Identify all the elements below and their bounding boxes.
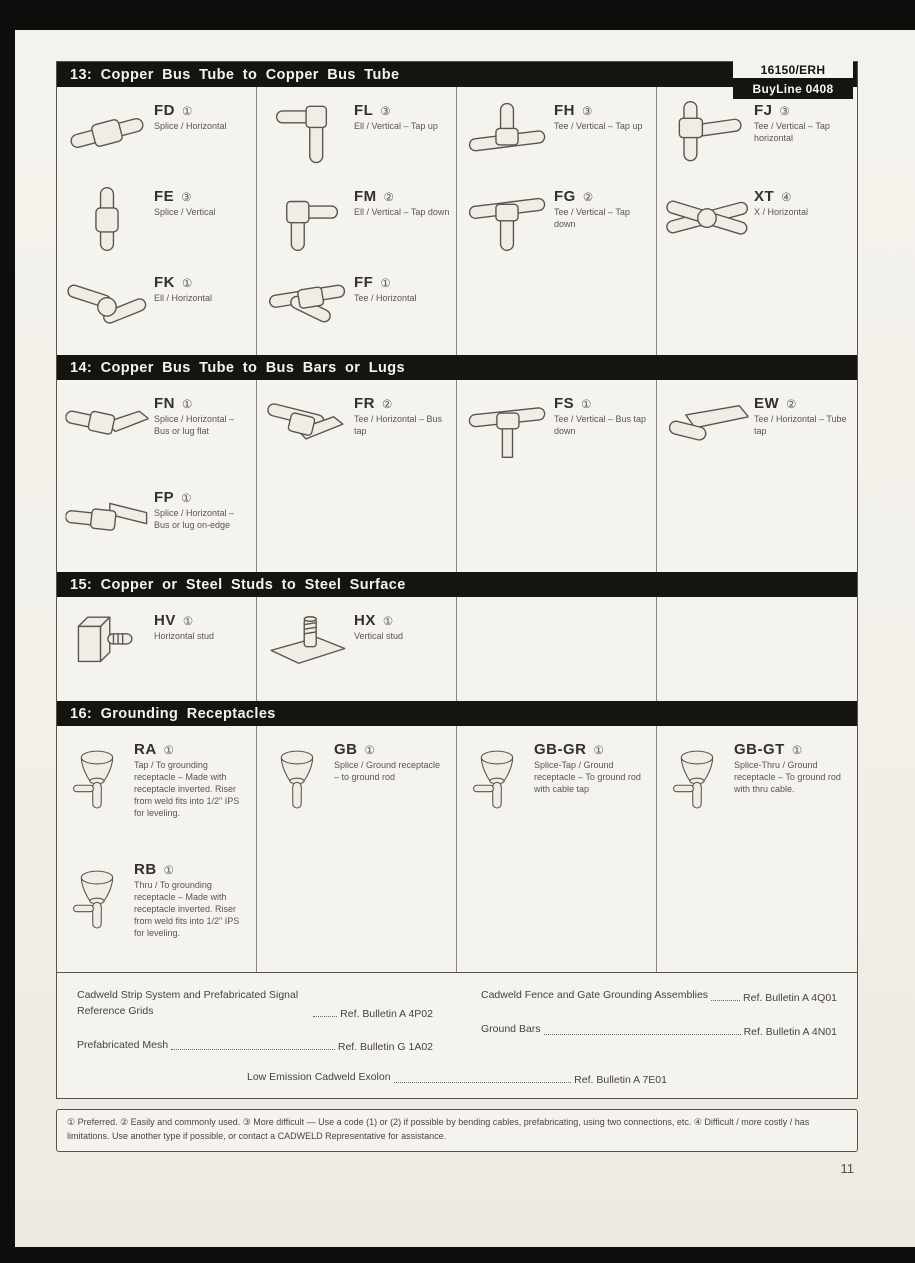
fitting-desc: Thru / To grounding receptacle – Made with receptacle inverted. Riser from weld fits into 1/2" IPS for leveling. [134,880,240,938]
section-13-grid [57,87,857,355]
fitting-meta [754,391,853,438]
reference-bulletin: Ref. Bulletin A 7E01 [574,1074,667,1086]
grid-column-3-empty [457,597,657,701]
rb-grounding-receptacle-thru-illustration [65,857,129,945]
rating-badge: ① [364,745,375,757]
page-content [56,61,858,1176]
fitting-code: HX [354,612,376,629]
fitting-code: RA [134,741,157,758]
fitting-fe [57,173,256,259]
scan-edge-left [0,0,15,1263]
fitting-desc: Splice / Horizontal [154,121,227,131]
grid-column-4 [657,726,857,972]
reference-row-center [247,1070,667,1086]
fitting-desc: Ell / Vertical – Tap up [354,121,438,131]
section-16 [57,701,857,972]
fitting-meta [734,737,844,796]
ew-tee-tube-tap-illustration [665,391,749,461]
fitting-desc: Tap / To grounding receptacle – Made with receptacle inverted. Riser from weld fits into 1/2" IPS for leveling. [134,760,240,818]
grid-column-4 [657,380,857,572]
fitting-hx [257,597,456,682]
section-13-title: 13: Copper Bus Tube to Copper Bus Tube [70,66,400,83]
fitting-xt [657,173,857,259]
rating-badge: ① [593,745,604,757]
fitting-code: GB-GT [734,741,785,758]
fitting-code: FF [354,274,374,291]
reference-row [481,1022,837,1038]
catalog-page [15,30,915,1247]
dotted-leader [313,1016,337,1017]
rating-badge: ③ [380,106,391,118]
fs-tee-bus-tap-down-illustration [465,391,549,461]
section-14-header [57,355,857,380]
grid-column-1 [57,380,257,572]
fitting-meta [354,184,449,219]
grid-column-3 [457,726,657,972]
fm-ell-vertical-tap-down-illustration [265,184,349,254]
fitting-ra [57,726,256,846]
doc-ref-number: 16150/ERH [733,60,853,80]
scan-edge-top [0,0,915,30]
rating-badge: ① [380,278,391,290]
rating-badge: ① [182,106,193,118]
section-13-header [57,62,857,96]
rating-badge: ④ [781,192,792,204]
reference-bulletin: Ref. Bulletin A 4Q01 [743,991,837,1004]
fitting-meta [754,184,808,219]
dotted-leader [171,1049,335,1050]
reference-bulletin: Ref. Bulletin A 4P02 [340,1007,433,1020]
grid-column-1 [57,87,257,355]
section-15-grid [57,597,857,701]
fitting-meta [354,270,417,305]
reference-row [77,1038,433,1054]
grid-column-3 [457,87,657,355]
fitting-meta [154,391,252,438]
fitting-meta [154,485,252,532]
fitting-desc: Tee / Vertical – Tap down [554,207,630,229]
reference-label: Cadweld Strip System and Prefabricated Signal Reference Grids [77,989,299,1017]
fitting-code: FG [554,188,576,205]
fitting-gb-gr [457,726,656,846]
fitting-code: FN [154,395,175,412]
fitting-fp [57,474,256,568]
section-15-header [57,572,857,597]
fitting-code: FJ [754,102,773,119]
fitting-code: GB-GR [534,741,587,758]
rating-badge: ① [182,616,194,628]
fitting-meta [134,737,244,819]
fn-splice-bus-flat-illustration [65,391,149,461]
rating-badge: ① [163,865,174,877]
fitting-desc: Splice / Horizontal – Bus or lug on-edge [154,508,235,530]
fl-ell-vertical-tap-up-illustration [265,98,349,168]
fitting-desc: Vertical stud [354,631,404,641]
fitting-code: FE [154,188,175,205]
fitting-code: FD [154,102,175,119]
fh-tee-vertical-tap-up-illustration [465,98,549,168]
fitting-desc: Horizontal stud [154,631,215,641]
catalog-table [56,61,858,1099]
fitting-meta [334,737,444,784]
dotted-leader [711,1000,740,1001]
grid-column-2 [257,87,457,355]
fitting-code: FP [154,489,175,506]
fitting-ff [257,259,456,345]
fitting-meta [554,184,652,231]
gb-gt-receptacle-thru-cable-illustration [665,737,729,825]
fitting-gb-gt [657,726,857,846]
rating-badge: ① [791,745,803,757]
section-16-grid [57,726,857,972]
fitting-meta [154,270,212,305]
fitting-desc: Splice / Horizontal – Bus or lug flat [154,414,235,436]
fj-tee-vertical-tap-horizontal-illustration [665,98,749,168]
buyline-badge: BuyLine 0408 [733,80,853,99]
fitting-meta [154,98,227,133]
fd-splice-horizontal-illustration [65,98,149,168]
fitting-meta [154,608,214,643]
fitting-meta [554,391,652,438]
fitting-meta [154,184,216,219]
grid-column-4 [657,87,857,355]
rating-badge: ① [581,399,592,411]
hv-horizontal-stud-illustration [65,608,149,678]
fitting-fg [457,173,656,259]
reference-bulletin: Ref. Bulletin A 4N01 [743,1025,837,1038]
doc-ref-block [733,60,853,99]
fitting-desc: Ell / Horizontal [154,293,213,303]
fitting-code: FH [554,102,575,119]
section-13 [57,62,857,355]
fitting-desc: Tee / Horizontal – Tube tap [754,414,847,436]
fitting-fn [57,380,256,474]
hx-vertical-stud-illustration [265,608,349,678]
grid-column-2 [257,380,457,572]
fitting-code: HV [154,612,176,629]
fitting-desc: Tee / Horizontal – Bus tap [354,414,443,436]
reference-label: Low Emission Cadweld Exolon [247,1071,391,1084]
fr-tee-bus-tap-illustration [265,391,349,461]
ff-tee-horizontal-illustration [265,270,349,340]
fitting-code: EW [754,395,780,412]
grid-column-2 [257,597,457,701]
fitting-meta [534,737,644,796]
fitting-fl [257,87,456,173]
ra-grounding-receptacle-tap-illustration [65,737,129,825]
reference-row [481,988,837,1004]
fitting-code: FM [354,188,377,205]
references-right-column [481,988,837,1053]
bulletin-references [57,972,857,1098]
fitting-meta [354,391,452,438]
fitting-desc: X / Horizontal [754,207,809,217]
fitting-meta [354,608,403,643]
fitting-desc: Ell / Vertical – Tap down [354,207,450,217]
fitting-desc: Tee / Horizontal [354,293,417,303]
fitting-meta [134,857,244,939]
section-14-grid [57,380,857,572]
grid-column-2 [257,726,457,972]
fp-splice-bus-on-edge-illustration [65,485,149,555]
section-16-title: 16: Grounding Receptacles [70,705,276,722]
rating-badge: ③ [181,192,192,204]
fitting-hv [57,597,256,682]
section-15 [57,572,857,701]
rating-badge: ① [382,616,394,628]
rating-badge: ① [182,278,193,290]
dotted-leader [394,1082,572,1083]
fitting-desc: Splice-Tap / Ground receptacle – To ground rod with cable tap [534,760,641,794]
section-16-header [57,701,857,726]
dotted-leader [544,1034,741,1035]
rating-badge: ③ [779,106,790,118]
fitting-ew [657,380,857,474]
fitting-fh [457,87,656,173]
fitting-desc: Splice / Vertical [154,207,216,217]
grid-column-3 [457,380,657,572]
fk-ell-horizontal-illustration [65,270,149,340]
fitting-fj [657,87,857,173]
fitting-rb [57,846,256,966]
reference-row [77,988,433,1020]
fitting-gb [257,726,456,846]
fitting-desc: Tee / Vertical – Bus tap down [554,414,647,436]
fitting-fm [257,173,456,259]
fitting-fs [457,380,656,474]
rating-legend-footnote: ① Preferred. ② Easily and commonly used. ③ More difficult — Use a code (1) or (2) if possible by bending cables, prefabricating, using two connections, etc. ④ Difficult / more costly / has limitations. Use another type if possible, or contact a CADWELD Representative for assistance. [56,1109,858,1152]
fitting-code: XT [754,188,775,205]
rating-badge: ② [786,399,797,411]
rating-badge: ② [383,192,394,204]
fitting-meta [754,98,853,145]
reference-label: Prefabricated Mesh [77,1038,169,1051]
rating-badge: ① [182,399,193,411]
rating-badge: ① [181,493,192,505]
fitting-fr [257,380,456,474]
grid-column-1 [57,726,257,972]
fitting-code: FK [154,274,175,291]
fe-splice-vertical-illustration [65,184,149,254]
rating-badge: ① [163,745,174,757]
fitting-code: FL [354,102,374,119]
rating-badge: ③ [582,106,593,118]
references-left-column [77,988,433,1053]
grid-column-4-empty [657,597,857,701]
fitting-desc: Splice-Thru / Ground receptacle – To ground rod with thru cable. [734,760,841,794]
gb-ground-receptacle-illustration [265,737,329,825]
grid-column-1 [57,597,257,701]
fitting-desc: Splice / Ground receptacle – to ground rod [334,760,441,782]
reference-label: Ground Bars [481,1022,541,1035]
fitting-desc: Tee / Vertical – Tap horizontal [754,121,830,143]
fitting-code: GB [334,741,358,758]
fitting-desc: Tee / Vertical – Tap up [554,121,643,131]
xt-cross-horizontal-illustration [665,184,749,254]
fitting-fk [57,259,256,345]
gb-gr-receptacle-cable-tap-illustration [465,737,529,825]
rating-badge: ② [582,192,594,204]
fg-tee-vertical-tap-down-illustration [465,184,549,254]
fitting-meta [354,98,438,133]
fitting-code: FS [554,395,575,412]
reference-label: Cadweld Fence and Gate Grounding Assemblies [481,989,709,1001]
section-15-title: 15: Copper or Steel Studs to Steel Surface [70,576,406,593]
fitting-fd [57,87,256,173]
fitting-code: FR [354,395,375,412]
section-14-title: 14: Copper Bus Tube to Bus Bars or Lugs [70,359,405,376]
scan-edge-bottom [0,1247,915,1263]
section-14 [57,355,857,572]
fitting-meta [554,98,642,133]
fitting-code: RB [134,861,157,878]
rating-badge: ② [382,399,393,411]
reference-bulletin: Ref. Bulletin G 1A02 [337,1041,433,1054]
page-number: 11 [840,1160,854,1176]
